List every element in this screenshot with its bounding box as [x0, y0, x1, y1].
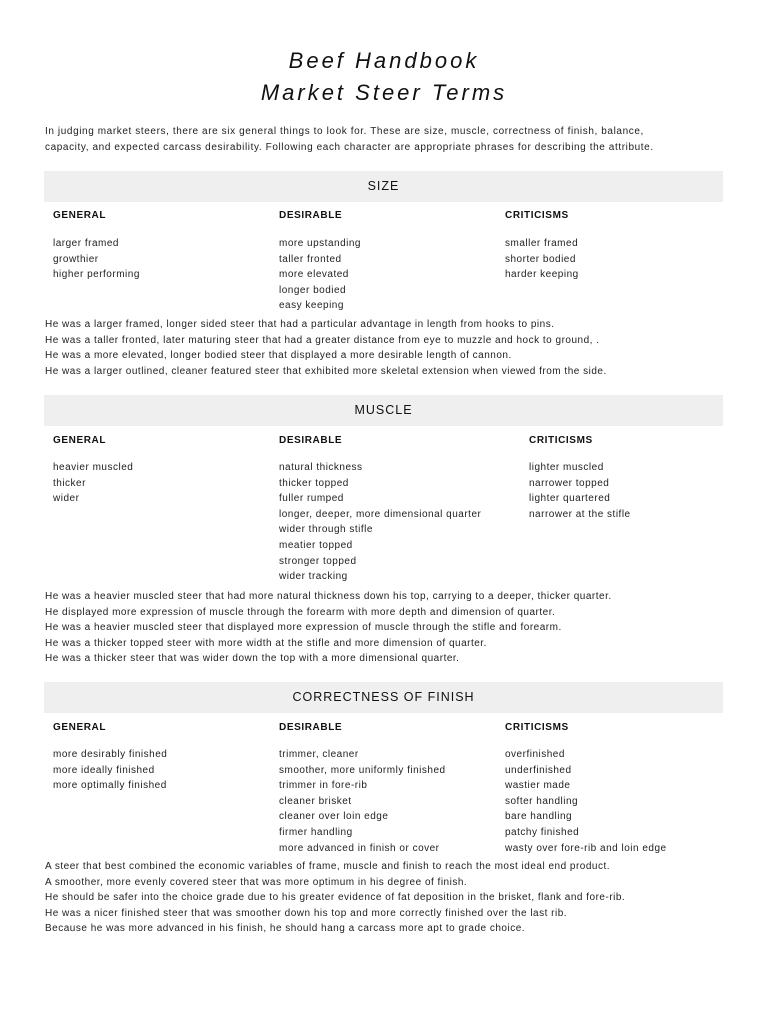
section-heading-finish: CORRECTNESS OF FINISH	[44, 682, 723, 713]
example-sentence: A smoother, more evenly covered steer that was more optimum in his degree of finish.	[45, 876, 468, 888]
general-terms-list	[53, 747, 167, 794]
term-item: higher performing	[53, 269, 140, 281]
criticism-terms-list	[505, 236, 579, 283]
term-item: thicker topped	[279, 477, 349, 489]
example-sentence: He displayed more expression of muscle through the forearm with more depth and dimension of quarter.	[45, 606, 556, 618]
desirable-terms-list	[279, 460, 481, 585]
section-heading-muscle: MUSCLE	[44, 395, 723, 426]
title-line-1: Beef Handbook	[288, 48, 480, 73]
term-item: overfinished	[505, 749, 565, 760]
term-item: thicker	[53, 477, 86, 489]
example-sentences	[45, 317, 745, 379]
term-item: more desirably finished	[53, 749, 168, 760]
criticism-terms-list	[505, 747, 667, 856]
example-sentence: He should be safer into the choice grade due to his greater evidence of fat deposition in the brisket, flank and fore-rib.	[45, 892, 626, 904]
term-item: lighter quartered	[529, 493, 611, 505]
term-item: longer bodied	[279, 284, 347, 296]
term-item: harder keeping	[505, 269, 579, 281]
section-heading-size: SIZE	[44, 171, 723, 202]
term-item: larger framed	[53, 238, 119, 249]
term-item: wider through stifle	[279, 524, 373, 536]
example-sentence: He was a thicker steer that was wider down the top with a more dimensional quarter.	[45, 653, 460, 665]
example-sentences	[45, 589, 745, 667]
example-sentences	[45, 859, 745, 937]
term-item: meatier topped	[279, 539, 353, 551]
desirable-terms-list	[279, 236, 361, 314]
column-header-criticisms: CRITICISMS	[505, 722, 569, 733]
intro-line: capacity, and expected carcass desirability. Following each character are appropriate phrases for describing the attribute.	[45, 142, 654, 153]
example-sentence: Because he was more advanced in his finish, he should hang a carcass more apt to grade choice.	[45, 923, 526, 935]
column-header-desirable: DESIRABLE	[279, 435, 343, 446]
term-item: longer, deeper, more dimensional quarter	[279, 508, 482, 520]
term-item: trimmer in fore-rib	[279, 780, 368, 792]
term-item: softer handling	[505, 795, 579, 807]
general-terms-list	[53, 236, 140, 283]
desirable-terms-list	[279, 747, 446, 856]
column-header-general: GENERAL	[53, 435, 107, 446]
column-header-criticisms: CRITICISMS	[505, 210, 569, 221]
term-item: firmer handling	[279, 826, 353, 838]
title-line-2: Market Steer Terms	[260, 80, 508, 105]
column-header-general: GENERAL	[53, 722, 107, 733]
example-sentence: A steer that best combined the economic variables of frame, muscle and finish to reach the most ideal end product.	[45, 861, 611, 872]
criticism-terms-list	[529, 460, 631, 522]
term-item: heavier muscled	[53, 462, 134, 473]
term-item: trimmer, cleaner	[279, 749, 359, 760]
term-item: more optimally finished	[53, 780, 167, 792]
term-item: easy keeping	[279, 300, 344, 312]
term-item: lighter muscled	[529, 462, 604, 473]
example-sentence: He was a larger outlined, cleaner featured steer that exhibited more skeletal extension when viewed from the side.	[45, 365, 607, 377]
example-sentence: He was a thicker topped steer with more width at the stifle and more dimension of quarter.	[45, 637, 487, 649]
term-item: wastier made	[505, 780, 571, 792]
term-item: smoother, more uniformly finished	[279, 764, 446, 776]
term-item: taller fronted	[279, 253, 342, 265]
term-item: bare handling	[505, 811, 573, 823]
term-item: wider tracking	[279, 571, 348, 583]
example-sentence: He was a taller fronted, later maturing steer that had a greater distance from eye to muzzle and hock to ground, .	[45, 334, 600, 346]
term-item: narrower at the stifle	[529, 508, 631, 520]
term-item: wider	[53, 493, 80, 505]
intro-paragraph	[45, 124, 725, 156]
example-sentence: He was a heavier muscled steer that had more natural thickness down his top, carrying to a deeper, thicker quarter.	[45, 591, 612, 602]
term-item: natural thickness	[279, 462, 363, 473]
column-header-criticisms: CRITICISMS	[529, 435, 593, 446]
term-item: fuller rumped	[279, 493, 344, 505]
term-item: growthier	[53, 253, 99, 265]
column-header-desirable: DESIRABLE	[279, 210, 343, 221]
column-header-desirable: DESIRABLE	[279, 722, 343, 733]
term-item: narrower topped	[529, 477, 610, 489]
term-item: cleaner brisket	[279, 795, 352, 807]
term-item: stronger topped	[279, 555, 357, 567]
term-item: more advanced in finish or cover	[279, 842, 440, 854]
term-item: wasty over fore-rib and loin edge	[505, 842, 667, 854]
example-sentence: He was a heavier muscled steer that displayed more expression of muscle through the stifle and forearm.	[45, 622, 562, 634]
intro-line: In judging market steers, there are six general things to look for. These are size, muscle, correctness of finish, balance,	[45, 126, 644, 137]
term-item: cleaner over loin edge	[279, 811, 389, 823]
term-item: more ideally finished	[53, 764, 155, 776]
term-item: smaller framed	[505, 238, 579, 249]
general-terms-list	[53, 460, 133, 507]
column-header-general: GENERAL	[53, 210, 107, 221]
example-sentence: He was a more elevated, longer bodied steer that displayed a more desirable length of cannon.	[45, 350, 512, 362]
example-sentence: He was a nicer finished steer that was smoother down his top and more correctly finished over the last rib.	[45, 907, 568, 919]
term-item: more elevated	[279, 269, 349, 281]
term-item: underfinished	[505, 764, 572, 776]
term-item: shorter bodied	[505, 253, 576, 265]
example-sentence: He was a larger framed, longer sided steer that had a particular advantage in length from hooks to pins.	[45, 319, 555, 330]
term-item: more upstanding	[279, 238, 361, 249]
term-item: patchy finished	[505, 826, 580, 838]
